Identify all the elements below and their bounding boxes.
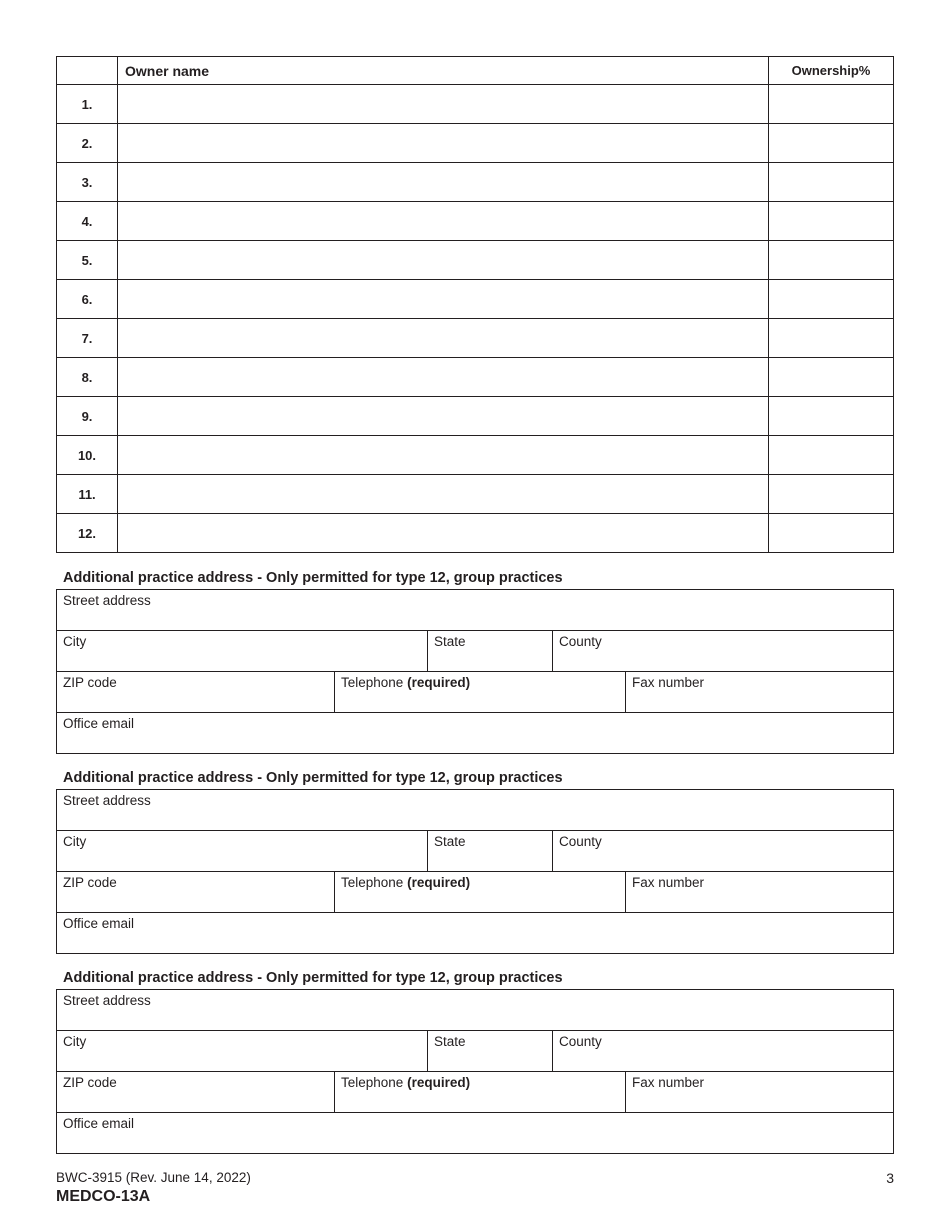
street-address-field[interactable] — [57, 990, 893, 1030]
row-number-header — [57, 57, 118, 85]
fax-number-field[interactable] — [625, 1072, 893, 1112]
fax-number-label: Fax number — [632, 1075, 705, 1090]
ownership-percent-field[interactable] — [769, 241, 894, 280]
county-label: County — [559, 634, 602, 649]
state-label: State — [434, 834, 466, 849]
row-number: 4. — [57, 202, 118, 241]
street-address-field[interactable] — [57, 790, 893, 830]
state-label: State — [434, 634, 466, 649]
address-box — [56, 789, 894, 954]
ownership-percent-field[interactable] — [769, 124, 894, 163]
ownership-percent-field[interactable] — [769, 85, 894, 124]
row-number: 11. — [57, 475, 118, 514]
ownership-percent-field[interactable] — [769, 163, 894, 202]
fax-number-field[interactable] — [625, 672, 893, 712]
owner-name-field[interactable] — [118, 85, 769, 124]
owner-name-field[interactable] — [118, 124, 769, 163]
office-email-field[interactable] — [57, 913, 893, 953]
row-number: 6. — [57, 280, 118, 319]
owner-row — [57, 436, 894, 475]
office-email-label: Office email — [63, 716, 135, 731]
address-box — [56, 589, 894, 754]
row-number: 3. — [57, 163, 118, 202]
row-number: 9. — [57, 397, 118, 436]
ownership-percent-header: Ownership% — [769, 57, 894, 85]
zip-code-field[interactable] — [57, 1072, 334, 1112]
owner-name-field[interactable] — [118, 202, 769, 241]
telephone-field[interactable] — [334, 1072, 625, 1112]
row-number: 2. — [57, 124, 118, 163]
city-label: City — [63, 834, 87, 849]
ownership-percent-field[interactable] — [769, 319, 894, 358]
address-heading: Additional practice address - Only permitted for type 12, group practices — [63, 970, 563, 986]
telephone-required-label: (required) — [407, 675, 471, 690]
county-label: County — [559, 834, 602, 849]
city-label: City — [63, 634, 87, 649]
city-field[interactable] — [57, 831, 427, 871]
owner-name-field[interactable] — [118, 436, 769, 475]
owner-row — [57, 163, 894, 202]
telephone-label: Telephone — [341, 675, 404, 690]
owner-row — [57, 514, 894, 553]
owner-name-field[interactable] — [118, 280, 769, 319]
telephone-required-label: (required) — [407, 1075, 471, 1090]
city-field[interactable] — [57, 631, 427, 671]
state-field[interactable] — [427, 631, 552, 671]
county-field[interactable] — [552, 631, 893, 671]
fax-number-field[interactable] — [625, 872, 893, 912]
telephone-field[interactable] — [334, 672, 625, 712]
county-label: County — [559, 1034, 602, 1049]
address-section-1 — [56, 567, 894, 754]
office-email-field[interactable] — [57, 1113, 893, 1153]
city-field[interactable] — [57, 1031, 427, 1071]
county-field[interactable] — [552, 831, 893, 871]
owner-name-header: Owner name — [118, 57, 769, 85]
owner-row — [57, 85, 894, 124]
fax-number-label: Fax number — [632, 875, 705, 890]
owner-name-field[interactable] — [118, 475, 769, 514]
row-number: 8. — [57, 358, 118, 397]
state-field[interactable] — [427, 831, 552, 871]
address-heading: Additional practice address - Only permitted for type 12, group practices — [63, 570, 563, 586]
page-number: 3 — [886, 1170, 894, 1186]
owner-name-field[interactable] — [118, 358, 769, 397]
street-address-label: Street address — [63, 793, 151, 808]
state-label: State — [434, 1034, 466, 1049]
street-address-field[interactable] — [57, 590, 893, 630]
address-section-3 — [56, 967, 894, 1154]
address-section-2 — [56, 767, 894, 954]
owner-row — [57, 280, 894, 319]
owner-table — [56, 56, 894, 553]
office-email-label: Office email — [63, 916, 135, 931]
telephone-field[interactable] — [334, 872, 625, 912]
ownership-percent-field[interactable] — [769, 514, 894, 553]
telephone-required-label: (required) — [407, 875, 471, 890]
street-address-label: Street address — [63, 993, 151, 1008]
owner-row — [57, 475, 894, 514]
office-email-label: Office email — [63, 1116, 135, 1131]
owner-name-field[interactable] — [118, 163, 769, 202]
owner-name-field[interactable] — [118, 397, 769, 436]
owner-row — [57, 397, 894, 436]
telephone-label: Telephone — [341, 1075, 404, 1090]
state-field[interactable] — [427, 1031, 552, 1071]
address-box — [56, 989, 894, 1154]
owner-row — [57, 358, 894, 397]
street-address-label: Street address — [63, 593, 151, 608]
city-label: City — [63, 1034, 87, 1049]
ownership-percent-field[interactable] — [769, 358, 894, 397]
ownership-percent-field[interactable] — [769, 397, 894, 436]
zip-code-field[interactable] — [57, 872, 334, 912]
office-email-field[interactable] — [57, 713, 893, 753]
owner-name-field[interactable] — [118, 514, 769, 553]
telephone-label: Telephone — [341, 875, 404, 890]
county-field[interactable] — [552, 1031, 893, 1071]
owner-row — [57, 124, 894, 163]
owner-table-header — [57, 57, 894, 85]
form-id: BWC-3915 (Rev. June 14, 2022) — [56, 1170, 251, 1185]
zip-code-label: ZIP code — [63, 1075, 117, 1090]
owner-name-field[interactable] — [118, 241, 769, 280]
owner-row — [57, 241, 894, 280]
owner-row — [57, 319, 894, 358]
fax-number-label: Fax number — [632, 675, 705, 690]
form-code: MEDCO-13A — [56, 1188, 151, 1205]
ownership-percent-field[interactable] — [769, 280, 894, 319]
ownership-percent-field[interactable] — [769, 202, 894, 241]
row-number: 5. — [57, 241, 118, 280]
zip-code-label: ZIP code — [63, 875, 117, 890]
owner-row — [57, 202, 894, 241]
owner-name-field[interactable] — [118, 319, 769, 358]
row-number: 10. — [57, 436, 118, 475]
ownership-percent-field[interactable] — [769, 436, 894, 475]
zip-code-field[interactable] — [57, 672, 334, 712]
ownership-percent-field[interactable] — [769, 475, 894, 514]
address-heading: Additional practice address - Only permitted for type 12, group practices — [63, 770, 563, 786]
row-number: 7. — [57, 319, 118, 358]
zip-code-label: ZIP code — [63, 675, 117, 690]
row-number: 1. — [57, 85, 118, 124]
row-number: 12. — [57, 514, 118, 553]
